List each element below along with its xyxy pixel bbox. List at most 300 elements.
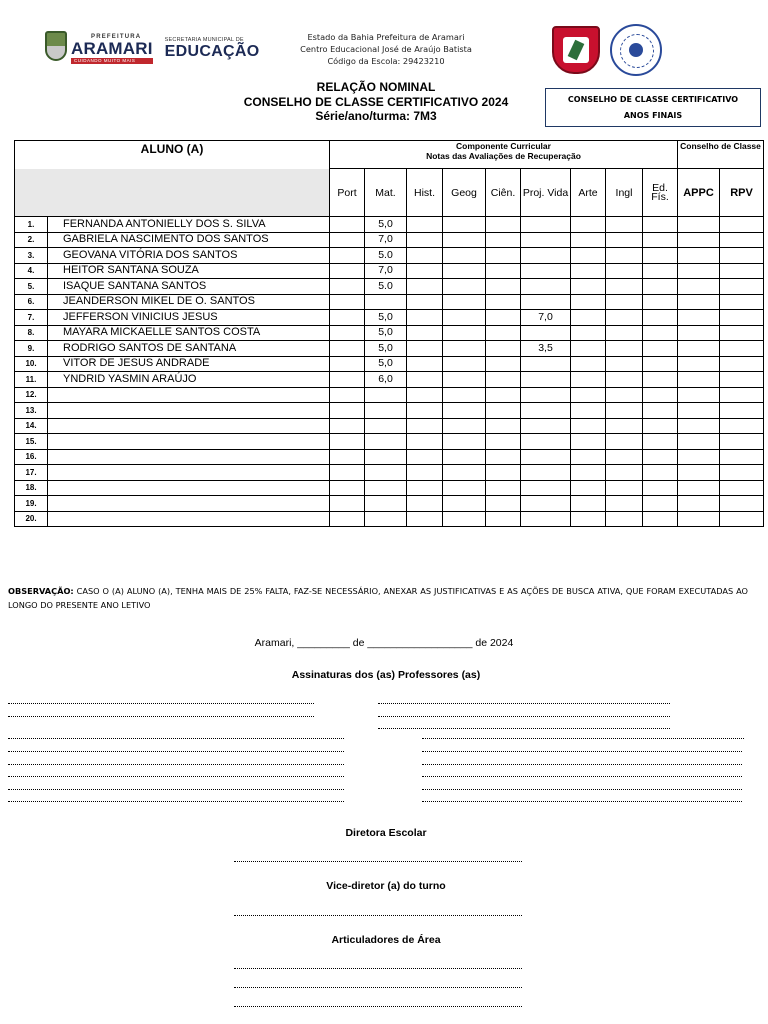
table-row — [15, 449, 764, 465]
grade-cell — [643, 310, 678, 326]
grades-body — [15, 217, 764, 527]
grade-cell — [330, 418, 365, 434]
student-name: FERNANDA ANTONIELLY DOS S. SILVA — [48, 217, 330, 233]
aluno-header: ALUNO (A) — [15, 141, 330, 169]
grade-cell — [407, 232, 443, 248]
grade-cell — [330, 279, 365, 295]
table-row — [15, 279, 764, 295]
grade-cell — [407, 294, 443, 310]
signature-line[interactable] — [422, 738, 744, 739]
grade-cell — [330, 341, 365, 357]
grade-cell — [407, 279, 443, 295]
grade-cell: 5,0 — [365, 217, 407, 233]
grade-cell — [606, 418, 643, 434]
educacao-label: EDUCAÇÃO — [164, 42, 260, 60]
student-name — [48, 418, 330, 434]
prefeitura-brand — [71, 34, 153, 65]
conselho-cell — [678, 480, 720, 496]
grade-cell — [330, 434, 365, 450]
grade-cell — [606, 325, 643, 341]
row-number: 8. — [15, 325, 48, 341]
row-number: 17. — [15, 465, 48, 481]
grade-cell — [521, 511, 571, 527]
signature-line[interactable] — [8, 751, 344, 752]
secretaria-label: SECRETARIA MUNICIPAL DE — [164, 37, 244, 44]
grade-cell — [606, 310, 643, 326]
conselho-cell — [678, 248, 720, 264]
student-name — [48, 465, 330, 481]
grade-cell — [443, 217, 486, 233]
conselho-col-header: APPC — [678, 169, 720, 217]
grade-cell — [606, 232, 643, 248]
grade-cell — [407, 496, 443, 512]
row-number: 7. — [15, 310, 48, 326]
director-signature-line[interactable] — [234, 861, 522, 862]
student-name — [48, 434, 330, 450]
grade-cell — [571, 263, 606, 279]
grade-cell: 5,0 — [365, 325, 407, 341]
grade-cell — [643, 465, 678, 481]
grade-cell — [606, 372, 643, 388]
row-number: 15. — [15, 434, 48, 450]
grade-cell — [521, 465, 571, 481]
grade-cell — [443, 325, 486, 341]
row-number: 10. — [15, 356, 48, 372]
grade-cell — [521, 325, 571, 341]
grade-cell — [365, 449, 407, 465]
conselho-cell — [720, 248, 764, 264]
grade-cell — [643, 356, 678, 372]
table-row — [15, 232, 764, 248]
school-info — [286, 31, 486, 67]
grade-cell — [571, 279, 606, 295]
conselho-cell — [678, 341, 720, 357]
coat-of-arms-icon — [44, 31, 67, 67]
grade-cell — [643, 496, 678, 512]
table-row — [15, 496, 764, 512]
grade-cell — [521, 294, 571, 310]
conselho-cell — [678, 232, 720, 248]
title-line: Série/ano/turma: 7M3 — [315, 109, 437, 123]
table-row — [15, 403, 764, 419]
conselho-cell — [678, 263, 720, 279]
grade-cell — [606, 263, 643, 279]
row-number: 6. — [15, 294, 48, 310]
conselho-cell — [678, 372, 720, 388]
conselho-col-header: RPV — [720, 169, 764, 217]
grade-cell — [330, 465, 365, 481]
grade-cell — [571, 310, 606, 326]
conselho-cell — [678, 279, 720, 295]
grade-cell — [643, 294, 678, 310]
grade-cell — [571, 434, 606, 450]
grade-cell — [521, 248, 571, 264]
grade-cell — [643, 511, 678, 527]
signature-line[interactable] — [8, 738, 344, 739]
grade-cell — [330, 248, 365, 264]
grade-cell — [330, 217, 365, 233]
signature-line[interactable] — [422, 764, 742, 765]
grade-cell — [571, 325, 606, 341]
conselho-header: Conselho de Classe — [678, 141, 764, 169]
grade-cell — [521, 449, 571, 465]
component-header-line: Componente Curricular — [456, 141, 551, 151]
conselho-cell — [678, 387, 720, 403]
conselho-cell — [678, 325, 720, 341]
grade-cell — [521, 263, 571, 279]
grade-cell — [407, 325, 443, 341]
prefeitura-label: PREFEITURA — [91, 33, 142, 40]
table-row — [15, 248, 764, 264]
table-row — [15, 465, 764, 481]
conselho-cell — [720, 279, 764, 295]
signature-line[interactable] — [8, 716, 314, 717]
aluno-header-fill — [15, 169, 330, 217]
grade-cell — [443, 263, 486, 279]
articulator-signature-line[interactable] — [234, 1006, 522, 1007]
title-line: CONSELHO DE CLASSE CERTIFICATIVO 2024 — [243, 94, 509, 109]
grade-cell — [365, 418, 407, 434]
grade-cell — [443, 294, 486, 310]
subject-header: Arte — [571, 169, 606, 217]
signature-line[interactable] — [378, 703, 670, 704]
grade-cell — [486, 403, 521, 419]
grade-cell — [486, 341, 521, 357]
grade-cell — [643, 434, 678, 450]
conselho-cell — [678, 449, 720, 465]
grade-cell — [486, 372, 521, 388]
table-row — [15, 325, 764, 341]
grade-cell: 5,0 — [365, 341, 407, 357]
certificate-box — [545, 88, 761, 127]
signature-line[interactable] — [378, 728, 670, 729]
grade-cell — [330, 263, 365, 279]
grade-cell — [330, 511, 365, 527]
grade-cell — [443, 480, 486, 496]
conselho-cell — [720, 217, 764, 233]
grade-cell — [330, 232, 365, 248]
grade-cell — [486, 263, 521, 279]
grade-cell — [643, 279, 678, 295]
grade-cell — [407, 217, 443, 233]
conselho-cell — [720, 356, 764, 372]
grade-cell — [330, 387, 365, 403]
grade-cell: 7,0 — [521, 310, 571, 326]
conselho-cell — [720, 403, 764, 419]
grade-cell: 6,0 — [365, 372, 407, 388]
grade-cell — [365, 480, 407, 496]
grade-cell — [571, 248, 606, 264]
grade-cell — [330, 294, 365, 310]
student-name: RODRIGO SANTOS DE SANTANA — [48, 341, 330, 357]
grade-cell — [407, 341, 443, 357]
grade-cell — [606, 434, 643, 450]
conselho-cell — [720, 341, 764, 357]
grade-cell — [486, 310, 521, 326]
grade-cell — [486, 279, 521, 295]
table-row — [15, 418, 764, 434]
grade-cell — [365, 465, 407, 481]
student-name: JEFFERSON VINICIUS JESUS — [48, 310, 330, 326]
row-number: 19. — [15, 496, 48, 512]
grade-cell — [330, 356, 365, 372]
grade-cell — [407, 263, 443, 279]
grade-cell — [571, 294, 606, 310]
grade-cell — [486, 434, 521, 450]
subject-header: Ingl — [606, 169, 643, 217]
grade-cell — [443, 496, 486, 512]
school-info-line: Centro Educacional José de Araújo Batista — [300, 44, 472, 54]
conselho-cell — [720, 294, 764, 310]
grade-cell — [606, 465, 643, 481]
row-number: 18. — [15, 480, 48, 496]
student-name — [48, 449, 330, 465]
conselho-cell — [720, 263, 764, 279]
conselho-cell — [678, 511, 720, 527]
grades-table — [14, 140, 764, 527]
grade-cell — [486, 387, 521, 403]
grade-cell — [365, 294, 407, 310]
articulator-signature-line[interactable] — [234, 968, 522, 969]
conselho-cell — [720, 511, 764, 527]
conselho-cell — [678, 294, 720, 310]
conselho-cell — [678, 496, 720, 512]
grade-cell — [606, 217, 643, 233]
row-number: 12. — [15, 387, 48, 403]
grade-cell — [365, 496, 407, 512]
table-row — [15, 372, 764, 388]
conselho-cell — [720, 496, 764, 512]
grade-cell — [571, 511, 606, 527]
conselho-cell — [678, 356, 720, 372]
subject-header: Hist. — [407, 169, 443, 217]
grade-cell — [443, 356, 486, 372]
grade-cell — [643, 217, 678, 233]
table-row — [15, 511, 764, 527]
signature-line[interactable] — [422, 776, 742, 777]
table-row — [15, 434, 764, 450]
signature-line[interactable] — [422, 801, 742, 802]
grade-cell — [443, 434, 486, 450]
signature-line[interactable] — [8, 801, 344, 802]
grade-cell — [606, 403, 643, 419]
grade-cell — [521, 217, 571, 233]
observation-text: CASO O (A) ALUNO (A), TENHA MAIS DE 25% FALTA, FAZ-SE NECESSÁRIO, ANEXAR AS JUSTIFICATIVAS E AS AÇÕES DE BUSCA ATIVA, QUE FORAM EXECUTADAS AO LONGO DO PRESENTE ANO LETIVO — [8, 586, 748, 610]
articulator-signature-line[interactable] — [234, 987, 522, 988]
row-number: 4. — [15, 263, 48, 279]
grade-cell — [330, 449, 365, 465]
conselho-cell — [720, 418, 764, 434]
school-info-line: Código da Escola: 29423210 — [327, 56, 445, 66]
conselho-cell — [720, 480, 764, 496]
certificate-box-line: CONSELHO DE CLASSE CERTIFICATIVO — [567, 95, 739, 104]
grade-cell — [606, 248, 643, 264]
grade-cell — [571, 496, 606, 512]
subject-header: Geog — [443, 169, 486, 217]
certificate-box-line: ANOS FINAIS — [623, 111, 683, 120]
grade-cell — [486, 496, 521, 512]
conselho-cell — [720, 325, 764, 341]
title-line: RELAÇÃO NOMINAL — [316, 80, 436, 94]
row-number: 3. — [15, 248, 48, 264]
grade-cell — [365, 511, 407, 527]
grade-cell — [330, 496, 365, 512]
grade-cell — [643, 232, 678, 248]
grade-cell — [521, 387, 571, 403]
city-tagline: CUIDANDO MUITO MAIS — [71, 58, 153, 65]
grade-cell — [643, 480, 678, 496]
grade-cell — [521, 232, 571, 248]
grade-cell — [407, 511, 443, 527]
grade-cell — [643, 403, 678, 419]
grade-cell — [407, 356, 443, 372]
grade-cell — [521, 279, 571, 295]
grade-cell — [571, 418, 606, 434]
grade-cell — [443, 232, 486, 248]
student-name: JEANDERSON MIKEL DE O. SANTOS — [48, 294, 330, 310]
grade-cell — [486, 511, 521, 527]
grade-cell — [486, 325, 521, 341]
component-header — [330, 141, 678, 169]
grade-cell — [521, 356, 571, 372]
grade-cell: 5,0 — [365, 310, 407, 326]
director-signature-title: Diretora Escolar — [345, 827, 427, 839]
student-name: GEOVANA VITÓRIA DOS SANTOS — [48, 248, 330, 264]
grade-cell — [606, 356, 643, 372]
grade-cell — [443, 387, 486, 403]
student-name: GABRIELA NASCIMENTO DOS SANTOS — [48, 232, 330, 248]
table-row — [15, 294, 764, 310]
school-info-line: Estado da Bahia Prefeitura de Aramari — [307, 32, 465, 42]
grade-cell — [606, 341, 643, 357]
grade-cell — [606, 496, 643, 512]
table-row — [15, 480, 764, 496]
city-name: ARAMARI — [71, 38, 153, 58]
grade-cell: 7,0 — [365, 263, 407, 279]
row-number: 11. — [15, 372, 48, 388]
grade-cell — [407, 449, 443, 465]
subject-header: Proj. Vida — [521, 169, 571, 217]
conselho-cell — [720, 434, 764, 450]
grade-cell — [521, 496, 571, 512]
grade-cell — [643, 387, 678, 403]
grade-cell — [643, 449, 678, 465]
conselho-cell — [720, 449, 764, 465]
grade-cell — [407, 434, 443, 450]
grade-cell — [521, 434, 571, 450]
grade-cell — [407, 418, 443, 434]
signature-line[interactable] — [8, 789, 344, 790]
grade-cell — [521, 403, 571, 419]
grade-cell — [521, 372, 571, 388]
grade-cell — [330, 480, 365, 496]
signature-line[interactable] — [8, 764, 344, 765]
conselho-cell — [720, 465, 764, 481]
grade-cell — [407, 387, 443, 403]
conselho-cell — [720, 372, 764, 388]
school-shield-icon — [552, 26, 600, 74]
student-name — [48, 496, 330, 512]
subject-header: Mat. — [365, 169, 407, 217]
observation-note — [8, 584, 748, 612]
table-row — [15, 341, 764, 357]
grade-cell — [571, 217, 606, 233]
grade-cell — [486, 356, 521, 372]
student-name: YNDRID YASMIN ARAÚJO — [48, 372, 330, 388]
student-name — [48, 387, 330, 403]
grade-cell — [606, 449, 643, 465]
signature-line[interactable] — [378, 716, 670, 717]
grade-cell: 7,0 — [365, 232, 407, 248]
signature-line[interactable] — [422, 789, 742, 790]
grade-cell — [365, 434, 407, 450]
student-name — [48, 480, 330, 496]
grade-cell — [521, 418, 571, 434]
grade-cell — [571, 480, 606, 496]
grade-cell — [330, 372, 365, 388]
signature-line[interactable] — [8, 703, 314, 704]
grade-cell — [330, 325, 365, 341]
signature-line[interactable] — [422, 751, 742, 752]
grade-cell — [443, 341, 486, 357]
grade-cell: 5.0 — [365, 248, 407, 264]
grade-cell — [643, 263, 678, 279]
subject-header: Ed. Fís. — [643, 169, 678, 217]
grade-cell — [571, 387, 606, 403]
vice-director-signature-line[interactable] — [234, 915, 522, 916]
articulators-signature-title: Articuladores de Área — [331, 934, 441, 946]
grade-cell — [407, 480, 443, 496]
student-name: HEITOR SANTANA SOUZA — [48, 263, 330, 279]
row-number: 13. — [15, 403, 48, 419]
conselho-cell — [720, 232, 764, 248]
grade-cell — [486, 217, 521, 233]
grade-cell — [443, 449, 486, 465]
grade-cell — [443, 403, 486, 419]
student-name — [48, 403, 330, 419]
grade-cell — [643, 248, 678, 264]
row-number: 5. — [15, 279, 48, 295]
conselho-cell — [678, 403, 720, 419]
conselho-cell — [678, 310, 720, 326]
date-line: Aramari, _________ de __________________ de 2024 — [254, 637, 514, 649]
grade-cell — [407, 248, 443, 264]
subject-header: Port — [330, 169, 365, 217]
grade-cell — [365, 403, 407, 419]
grade-cell — [643, 341, 678, 357]
table-row — [15, 387, 764, 403]
school-seals — [550, 24, 665, 76]
student-name: VITOR DE JESUS ANDRADE — [48, 356, 330, 372]
grade-cell: 5,0 — [365, 356, 407, 372]
prefeitura-logo — [44, 30, 260, 68]
grade-cell — [486, 465, 521, 481]
grade-cell — [571, 403, 606, 419]
signature-line[interactable] — [8, 776, 344, 777]
conselho-cell — [678, 217, 720, 233]
grade-cell — [330, 403, 365, 419]
grade-cell — [443, 248, 486, 264]
row-number: 20. — [15, 511, 48, 527]
row-number: 1. — [15, 217, 48, 233]
student-name: ISAQUE SANTANA SANTOS — [48, 279, 330, 295]
grade-cell — [606, 294, 643, 310]
student-name — [48, 511, 330, 527]
grade-cell: 3,5 — [521, 341, 571, 357]
conselho-cell — [678, 434, 720, 450]
grade-cell — [606, 480, 643, 496]
grade-cell — [407, 372, 443, 388]
